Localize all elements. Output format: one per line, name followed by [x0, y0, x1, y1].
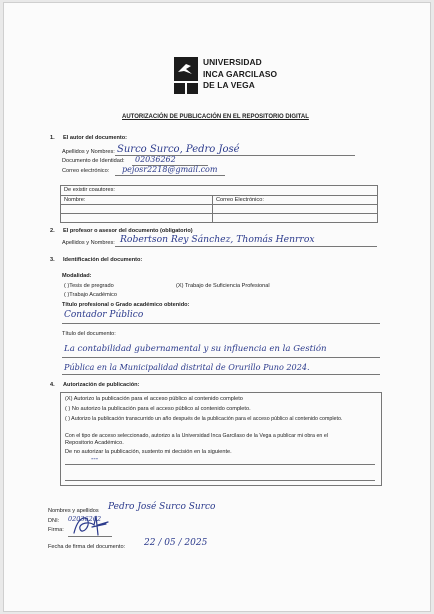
section-3-heading: Identificación del documento:: [63, 257, 143, 263]
section-4-number: 4.: [50, 382, 55, 388]
document-title-underline-1: [62, 357, 380, 358]
coauthors-cell: [213, 205, 378, 214]
logo-emblem: [174, 57, 198, 81]
logo-box-1: [174, 83, 185, 94]
authorization-option-full: (X) Autorizo la publicación para el acceso público al contenido completo: [65, 396, 243, 402]
logo-line-3: DE LA VEGA: [203, 80, 255, 90]
degree-value: Contador Público: [64, 310, 144, 320]
logo-line-1: UNIVERSIDAD: [203, 57, 262, 67]
section-2-heading: El profesor o asesor del documento (obligatorio): [63, 228, 193, 234]
author-name-value: Surco Surco, Pedro José: [117, 144, 240, 155]
logo-box-2: [187, 83, 198, 94]
option-thesis: ( )Tesis de pregrado: [64, 283, 114, 289]
signer-dni-label: DNI:: [48, 518, 60, 524]
author-email-value: pejosr2218@gmail.com: [122, 165, 218, 174]
justification-prompt: De no autorizar la publicación, sustento mi decisión en la siguiente.: [65, 449, 232, 455]
coauthors-cell: [213, 214, 378, 223]
logo-line-2: INCA GARCILASO: [203, 68, 278, 79]
coauthors-table: [60, 185, 378, 223]
author-email-label: Correo electrónico:: [62, 168, 110, 174]
signer-name-label: Nombres y apellidos: [48, 508, 99, 514]
authorization-option-delayed: ( ) Autorizo la publicación transcurrido un año después de la publicación para el acceso público al contenido completo.: [65, 416, 343, 422]
advisor-name-underline: [115, 246, 377, 247]
author-id-label: Documento de Identidad:: [62, 158, 125, 164]
section-3-number: 3.: [50, 257, 55, 263]
section-4-heading: Autorización de publicación:: [63, 382, 140, 388]
justification-dash: ---: [91, 455, 99, 463]
document-page: [3, 2, 431, 612]
coauthors-col-email: Correo Electrónico:: [213, 196, 378, 205]
authorization-box: [60, 392, 382, 486]
justification-line-1: [65, 464, 375, 465]
signature-date-label: Fecha de firma del documento:: [48, 544, 126, 550]
authorization-option-none: ( ) No autorizo la publicación para el acceso público al contenido completo.: [65, 406, 251, 412]
signer-dni-value: 02036262: [68, 515, 102, 523]
authorization-text-line-1: Con el tipo de acceso seleccionado, autorizo a la Universidad Inca Garcilaso de la Vega a publicar mi obra en el: [65, 433, 328, 439]
signer-name-value: Pedro José Surco Surco: [108, 502, 216, 512]
logo-text: [203, 57, 277, 92]
signature-date-value: 22 / 05 / 2025: [144, 538, 208, 548]
section-1-heading: El autor del documento:: [63, 135, 128, 141]
degree-label: Título profesional o Grado académico obtenido:: [62, 302, 190, 308]
section-2-number: 2.: [50, 228, 55, 234]
section-1-number: 1.: [50, 135, 55, 141]
document-title: AUTORIZACIÓN DE PUBLICACIÓN EN EL REPOSITORIO DIGITAL: [122, 114, 309, 120]
advisor-name-label: Apellidos y Nombres:: [62, 240, 115, 246]
coauthors-col-name: Nombre:: [61, 196, 213, 205]
signature-label: Firma:: [48, 527, 64, 533]
coauthors-cell: [61, 214, 213, 223]
authorization-text-line-2: Repositorio Académico.: [65, 440, 124, 446]
document-title-line-1: La contabilidad gubernamental y su influencia en la Gestión: [64, 344, 327, 354]
author-name-label: Apellidos y Nombres:: [62, 149, 115, 155]
document-title-line-2: Pública en la Municipalidad distrital de Orurillo Puno 2024.: [64, 362, 310, 372]
document-title-label: Título del documento:: [62, 331, 116, 337]
justification-line-2: [65, 480, 375, 481]
degree-underline: [62, 323, 380, 324]
university-logo: [174, 57, 294, 97]
coauthors-label: De existir coautores:: [61, 186, 378, 196]
option-professional-sufficiency: (X) Trabajo de Suficiencia Profesional: [176, 283, 270, 289]
coauthors-cell: [61, 205, 213, 214]
advisor-name-value: Robertson Rey Sánchez, Thomás Henrrox: [120, 234, 315, 245]
author-email-underline: [115, 175, 225, 176]
option-academic-work: ( )Trabajo Académico: [64, 292, 117, 298]
author-id-value: 02036262: [135, 155, 176, 164]
modality-label: Modalidad:: [62, 273, 92, 279]
signature-line: [68, 536, 112, 537]
document-title-underline-2: [62, 374, 380, 375]
